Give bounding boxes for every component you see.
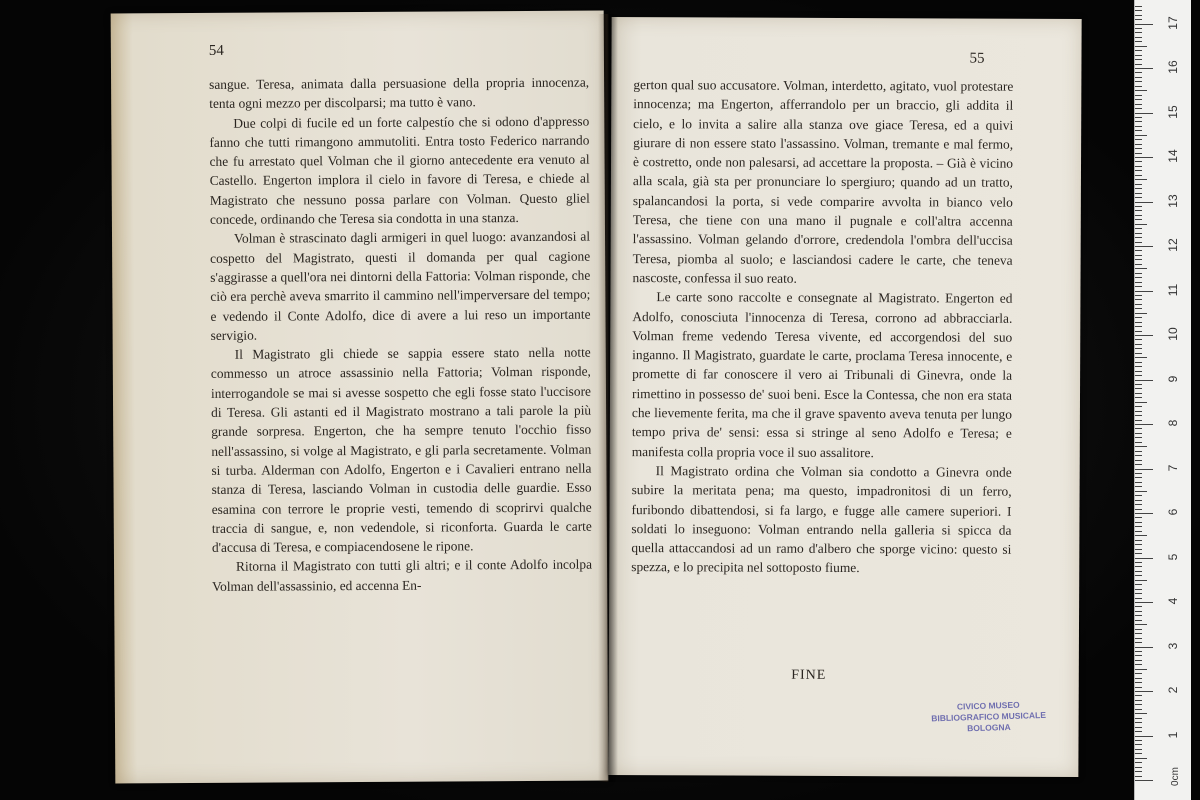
ruler-tick <box>1135 135 1147 136</box>
ruler-tick <box>1135 642 1142 643</box>
left-paragraph-4: Il Magistrato gli chiede se sappia essere stato nella notte commesso un atroce assassinio nella Fattoria; Volman risponde, interrogandole se mai si avesse sospetto che egli fosse stato l'uccisore di Teresa. Gli astanti ed il Magistrato mostrano a tali parole la più grande sorpresa. Engerton, che ha sempre tenuto l'occhio fisso nell'assassino, si volge al Magistrato, e gli parla secretamente. Volman si turba. Alderman con Adolfo, Engerton e i Cavalieri entrano nella stanza di Teresa, lasciando Volman in custodia delle guardie. Esso esamina con terrore le proprie vesti, temendo di scoprirvi qualche traccia di sangue, e, non vedendole, si riconforta. Guarda le carte d'accusa di Teresa, e compiacendosene le ripone. <box>210 344 592 556</box>
ruler-tick <box>1135 406 1142 407</box>
ruler-tick <box>1135 428 1142 429</box>
ruler-tick <box>1135 771 1142 772</box>
ruler-tick <box>1135 491 1147 492</box>
ruler-tick <box>1135 562 1142 563</box>
ruler-tick <box>1135 420 1142 421</box>
ruler-tick <box>1135 188 1142 189</box>
ruler-number: 10 <box>1166 327 1180 341</box>
stamp-line-2: BIBLIOGRAFICO MUSICALE <box>931 709 1047 724</box>
ruler-tick <box>1135 331 1142 332</box>
ruler-tick <box>1135 402 1147 403</box>
ruler-tick <box>1135 126 1142 127</box>
ruler-tick <box>1135 633 1142 634</box>
ruler-tick <box>1135 335 1153 336</box>
ruler-tick <box>1135 669 1147 670</box>
ruler-tick <box>1135 780 1153 781</box>
ruler-number: 1 <box>1166 731 1180 738</box>
ruler-tick <box>1135 397 1142 398</box>
ruler-tick <box>1135 513 1153 514</box>
ruler-tick <box>1135 678 1142 679</box>
ruler-tick <box>1135 602 1153 603</box>
ruler-tick <box>1135 753 1142 754</box>
ruler-tick <box>1135 357 1147 358</box>
ruler-tick <box>1135 509 1142 510</box>
ruler-tick <box>1135 486 1142 487</box>
ruler-tick <box>1135 380 1153 381</box>
ruler-tick <box>1135 713 1147 714</box>
ruler-tick <box>1135 362 1142 363</box>
ruler-tick <box>1135 762 1142 763</box>
stamp-line-1: CIVICO MUSEO <box>956 699 1020 712</box>
ruler-tick <box>1135 473 1142 474</box>
ruler-tick <box>1135 313 1147 314</box>
ruler-tick <box>1135 647 1153 648</box>
ruler-tick <box>1135 304 1142 305</box>
ruler-tick <box>1135 606 1142 607</box>
ruler-tick <box>1135 451 1142 452</box>
ruler-number: 17 <box>1166 15 1180 30</box>
ruler-tick <box>1135 540 1142 541</box>
ruler-tick <box>1135 651 1142 652</box>
ruler-tick <box>1135 202 1153 203</box>
ruler-tick <box>1135 268 1147 269</box>
ruler-tick <box>1135 522 1142 523</box>
ruler-tick <box>1135 37 1142 38</box>
ruler-tick <box>1135 736 1153 737</box>
ruler-tick <box>1135 259 1142 260</box>
ruler-tick <box>1135 598 1142 599</box>
ruler-number: 13 <box>1166 193 1180 208</box>
ruler-number: 6 <box>1166 508 1180 516</box>
ruler-number: 15 <box>1166 104 1180 119</box>
ruler-number: 12 <box>1166 238 1180 252</box>
ruler-tick <box>1135 175 1142 176</box>
ruler-tick <box>1135 104 1142 105</box>
ruler-tick <box>1135 531 1142 532</box>
ruler-tick <box>1135 424 1153 425</box>
ruler-tick <box>1135 41 1142 42</box>
left-paragraph-3: Volman è strascinato dagli armigeri in quel luogo: avanzandosi al cospetto del Magistrato, questi il domanda per qual cagione s'aggirasse a quell'ora nei dintorni della Fattoria: Volman risponde, che ciò era perchè aveva smarrito il cammino nell'imperversare del tempo; e vedendo il Conte Adolfo, dice di avere a lui reso un importante servigio. <box>210 228 591 343</box>
ruler-tick <box>1135 250 1142 251</box>
ruler-tick <box>1135 344 1142 345</box>
ruler-tick <box>1135 59 1142 60</box>
ruler-tick <box>1135 371 1142 372</box>
ruler-tick <box>1135 535 1147 536</box>
ruler-tick <box>1135 673 1142 674</box>
ruler-tick <box>1135 682 1142 683</box>
ruler-tick <box>1135 28 1142 29</box>
ruler-tick <box>1135 64 1142 65</box>
ruler-tick <box>1135 157 1153 158</box>
ruler-tick <box>1135 81 1142 82</box>
ruler-tick <box>1135 566 1142 567</box>
ruler-tick <box>1135 584 1142 585</box>
ruler-tick <box>1135 130 1142 131</box>
ruler-tick <box>1135 90 1147 91</box>
ruler-tick <box>1135 624 1147 625</box>
ruler-tick <box>1135 687 1142 688</box>
ruler-tick <box>1135 291 1153 292</box>
ruler-tick <box>1135 77 1142 78</box>
ruler-tick <box>1135 718 1142 719</box>
ruler-tick <box>1135 95 1142 96</box>
ruler-tick <box>1135 108 1142 109</box>
right-paragraph-2: Le carte sono raccolte e consegnate al Magistrato. Engerton ed Adolfo, conosciuta l'innocenza di Teresa, corrono ad abbracciarla. Volman freme vedendo Teresa vivente, ed accorgendosi del suo inganno. Il Magistrato, guardate le carte, proclama Teresa innocente, e promette di far conoscere il vero ai Tribunali di Ginevra, onde la rimettino in possesso de' suoi beni. Esce la Contessa, che non era stata che lievemente ferita, ma che il grave spavento aveva tenuta per lungo tempo priva de' sensi: essa si stringe al seno Adolfo e Teresa; e manifesta colla propria voce il suo assalitore. <box>631 289 1013 460</box>
ruler-tick <box>1135 72 1142 73</box>
right-page-number: 55 <box>969 50 985 67</box>
ruler-tick <box>1135 246 1153 247</box>
ruler-tick <box>1135 411 1142 412</box>
ruler-tick <box>1135 477 1142 478</box>
ruler-tick <box>1135 206 1142 207</box>
ruler-tick <box>1135 767 1142 768</box>
right-paragraph-3: Il Magistrato ordina che Volman sia condotto a Ginevra onde subire la meritata pena; ma questo, impadronitosi di un ferro, furibondo dibattendosi, si fa largo, e fugge alle camere superiori. I soldati lo inseguono: Volman entrando nella galleria si spicca da quella attaccandosi ad un ramo d'albero che sporge vicino: questo si spezza, e lo precipita nel sottoposto fiume. <box>631 463 1012 576</box>
ruler-tick <box>1135 68 1153 69</box>
ruler-tick <box>1135 722 1142 723</box>
ruler-tick <box>1135 55 1142 56</box>
ruler-tick <box>1135 99 1142 100</box>
ruler-tick <box>1135 731 1142 732</box>
ruler-tick <box>1135 437 1142 438</box>
ruler-tick <box>1135 442 1142 443</box>
ruler-number: 14 <box>1166 149 1180 163</box>
ruler-tick <box>1135 620 1142 621</box>
ruler-tick <box>1135 184 1142 185</box>
ruler-tick <box>1135 691 1153 692</box>
ruler-number: 16 <box>1166 60 1180 74</box>
left-page <box>111 11 609 784</box>
ruler-tick <box>1135 273 1142 274</box>
ruler-tick <box>1135 161 1142 162</box>
ruler-tick <box>1135 664 1142 665</box>
ruler-tick <box>1135 170 1142 171</box>
ruler-tick <box>1135 15 1142 16</box>
left-page-text <box>209 73 592 596</box>
ruler-units: 0cm <box>1170 767 1182 786</box>
ruler-tick <box>1135 749 1142 750</box>
ruler-tick <box>1135 277 1142 278</box>
ruler-tick <box>1135 308 1142 309</box>
ruler-tick <box>1135 704 1142 705</box>
left-paragraph-5: Ritorna il Magistrato con tutti gli altri; e il conte Adolfo incolpa Volman dell'assassinio, ed accenna En- <box>212 557 593 594</box>
ruler-tick <box>1135 366 1142 367</box>
ruler-tick <box>1135 433 1142 434</box>
ruler-tick <box>1135 32 1142 33</box>
ruler-tick <box>1135 638 1142 639</box>
ruler-tick <box>1135 210 1142 211</box>
ruler-tick <box>1135 549 1142 550</box>
ruler-tick <box>1135 415 1142 416</box>
ruler-number: 2 <box>1166 686 1180 694</box>
ruler-tick <box>1135 339 1142 340</box>
ruler-tick <box>1135 482 1142 483</box>
ruler-tick <box>1135 375 1142 376</box>
ruler-tick <box>1135 589 1142 590</box>
ruler-tick <box>1135 526 1142 527</box>
ruler-tick <box>1135 237 1142 238</box>
ruler-tick <box>1135 255 1142 256</box>
ruler-tick <box>1135 6 1142 7</box>
ruler-tick <box>1135 86 1142 87</box>
ruler-tick <box>1135 19 1142 20</box>
ruler-tick <box>1135 744 1142 745</box>
ruler-tick <box>1135 144 1142 145</box>
ruler-tick <box>1135 286 1142 287</box>
ruler-number: 5 <box>1166 553 1180 560</box>
ruler-tick <box>1135 469 1153 470</box>
ruler-tick <box>1135 629 1142 630</box>
ruler-tick <box>1135 233 1142 234</box>
measurement-ruler <box>1134 0 1191 800</box>
ruler-tick <box>1135 611 1142 612</box>
ruler-tick <box>1135 384 1142 385</box>
ruler-tick <box>1135 455 1142 456</box>
ruler-tick <box>1135 148 1142 149</box>
ruler-tick <box>1135 197 1142 198</box>
right-page-text <box>631 75 1013 578</box>
right-paragraph-1: gerton qual suo accusatore. Volman, interdetto, agitato, vuol protestare innocenza; ma Engerton, afferrandolo per un braccio, gli addita il cielo, e lo invita a salire alla stanza ove giace Teresa, ed a quivi giurare di non essere stato l'assassino. Volman, tremante e mal fermo, è costretto, onde non palesarsi, ad accettare la proposta. – Già è vicino alla scala, già sta per pronunciare lo spergiuro; quando ad un tratto, spalancandosi la porta, si vede comparire avvolta in bianco velo Teresa, che tiene con una mano il pugnale e coll'altra accenna l'assassino. Volman gelando d'orrore, credendola l'ombra dell'uccisa Teresa, piomba al suolo; e lasciandosi cadere le carte, che teneva nascoste, confessa il suo reato. <box>632 77 1014 286</box>
ruler-tick <box>1135 215 1142 216</box>
ruler-tick <box>1135 264 1142 265</box>
ruler-tick <box>1135 558 1153 559</box>
ruler-tick <box>1135 446 1147 447</box>
library-stamp <box>913 698 1064 736</box>
ruler-tick <box>1135 695 1142 696</box>
ruler-tick <box>1135 24 1153 25</box>
ruler-tick <box>1135 117 1142 118</box>
ruler-tick <box>1135 700 1142 701</box>
ruler-tick <box>1135 504 1142 505</box>
ruler-tick <box>1135 517 1142 518</box>
ruler-tick <box>1135 153 1142 154</box>
ruler-tick <box>1135 575 1142 576</box>
ruler-tick <box>1135 388 1142 389</box>
ruler-tick <box>1135 193 1142 194</box>
ruler-tick <box>1135 317 1142 318</box>
ruler-tick <box>1135 393 1142 394</box>
ruler-tick <box>1135 460 1142 461</box>
ruler-tick <box>1135 553 1142 554</box>
ruler-tick <box>1135 544 1142 545</box>
ruler-tick <box>1135 593 1142 594</box>
ruler-tick <box>1135 228 1142 229</box>
right-page <box>608 17 1081 777</box>
ruler-tick <box>1135 219 1142 220</box>
ruler-tick <box>1135 500 1142 501</box>
ruler-tick <box>1135 224 1147 225</box>
left-paragraph-1: sangue. Teresa, animata dalla persuasione della propria innocenza, tenta ogni mezzo per discolparsi; ma tutto è vano. <box>209 74 590 112</box>
left-page-number: 54 <box>208 42 224 59</box>
ruler-tick <box>1135 655 1142 656</box>
left-paragraph-2: Due colpi di fucile ed un forte calpestío che si odono d'appresso fanno che tutti rimangono ammutoliti. Entra tosto Federico narrando che fu arrestato quel Volman che il giorno antecedente era venuto al Castello. Engerton implora il cielo in favore di Teresa, e chiede al Magistrato che nessuno possa parlare con Volman. Questo gliel concede, ordinando che Teresa sia condotta in una stanza. <box>209 113 590 227</box>
ruler-tick <box>1135 299 1142 300</box>
ruler-number: 9 <box>1166 375 1180 382</box>
ruler-number: 4 <box>1166 597 1180 605</box>
ruler-tick <box>1135 776 1142 777</box>
ruler-tick <box>1135 495 1142 496</box>
ruler-tick <box>1135 348 1142 349</box>
ruler-number: 8 <box>1166 419 1180 427</box>
ruler-tick <box>1135 322 1142 323</box>
ruler-tick <box>1135 46 1147 47</box>
stamp-line-3: BOLOGNA <box>967 721 1011 734</box>
ruler-tick <box>1135 295 1142 296</box>
ruler-tick <box>1135 166 1142 167</box>
ruler-tick <box>1135 10 1142 11</box>
ruler-number: 11 <box>1166 283 1180 296</box>
ruler-tick <box>1135 326 1142 327</box>
ruler-tick <box>1135 709 1142 710</box>
ruler-tick <box>1135 282 1142 283</box>
ruler-tick <box>1135 353 1142 354</box>
ruler-tick <box>1135 179 1147 180</box>
ruler-tick <box>1135 758 1147 759</box>
ruler-tick <box>1135 139 1142 140</box>
book-gutter <box>598 14 618 782</box>
ruler-tick <box>1135 121 1142 122</box>
ruler-tick <box>1135 740 1142 741</box>
closing-fine: FINE <box>791 667 827 683</box>
ruler-tick <box>1135 580 1147 581</box>
ruler-tick <box>1135 727 1142 728</box>
ruler-tick <box>1135 464 1142 465</box>
ruler-tick <box>1135 242 1142 243</box>
ruler-number: 7 <box>1166 464 1180 471</box>
ruler-number: 3 <box>1166 642 1180 649</box>
ruler-tick <box>1135 50 1142 51</box>
ruler-tick <box>1135 571 1142 572</box>
ruler-tick <box>1135 660 1142 661</box>
ruler-tick <box>1135 615 1142 616</box>
ruler-tick <box>1135 113 1153 114</box>
